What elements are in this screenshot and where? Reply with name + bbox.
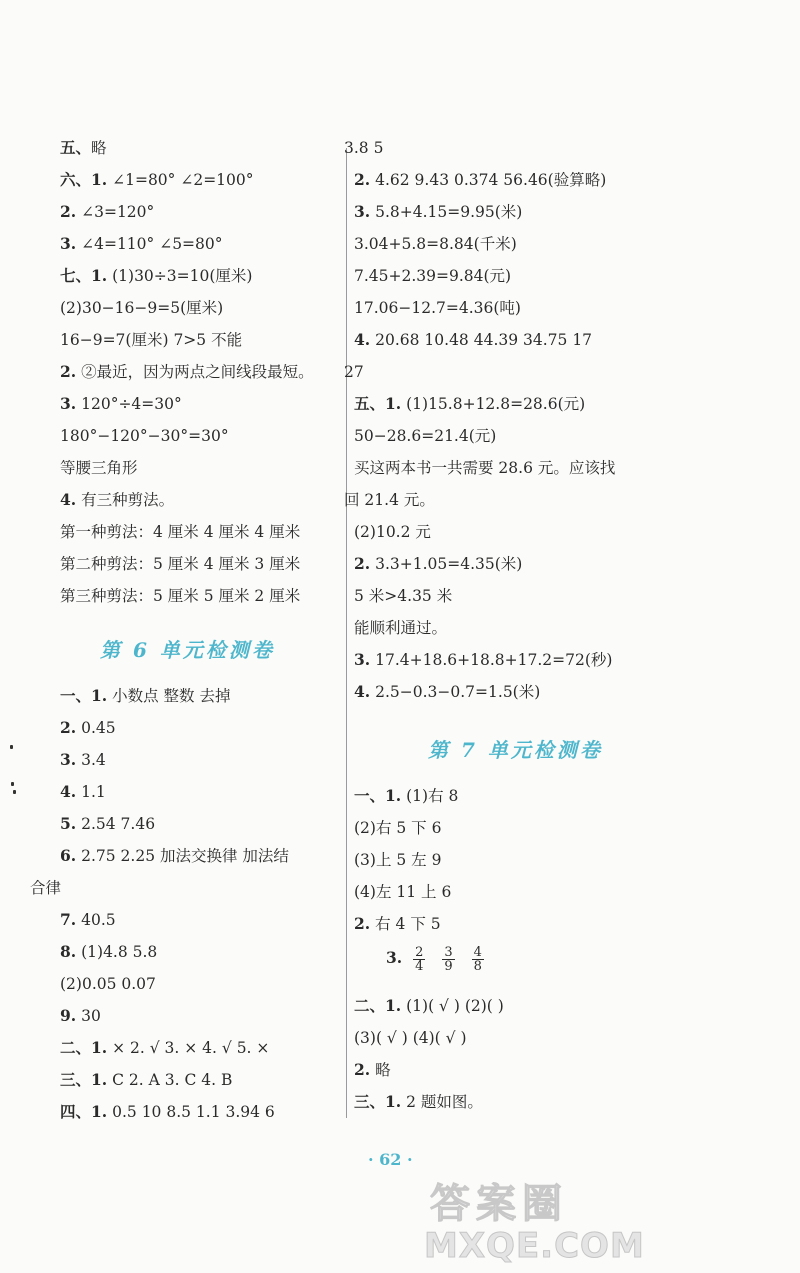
answer-text: C 2. A 3. C 4. B xyxy=(107,1071,233,1089)
item-number: 4. xyxy=(354,330,371,349)
answer-text: 2.5−0.3−0.7=1.5(米) xyxy=(370,683,541,701)
answer-line xyxy=(354,682,540,702)
answer-line xyxy=(60,330,242,350)
answer-text: (1)15.8+12.8=28.6(元) xyxy=(401,395,586,413)
answer-text: 4.62 9.43 0.374 56.46(验算略) xyxy=(370,171,607,189)
watermark-title: 答案圈 xyxy=(430,1181,568,1227)
item-number: 四、1. xyxy=(60,1102,108,1121)
answer-line xyxy=(354,266,511,286)
answer-text: 2 题如图。 xyxy=(401,1093,483,1111)
answer-text: 5 米>4.35 米 xyxy=(354,587,453,605)
answer-line xyxy=(60,1038,269,1058)
answer-line xyxy=(354,330,592,350)
item-number: 2. xyxy=(60,362,77,381)
item-number: 9. xyxy=(60,1006,77,1025)
answer-text: 40.5 xyxy=(76,911,116,929)
answer-text: 略 xyxy=(91,139,107,157)
answer-text: 120°÷4=30° xyxy=(76,395,182,413)
unit-6-heading: 第 6 单元检测卷 xyxy=(100,638,275,662)
fraction-2: $\frac{3}{9}$ xyxy=(444,944,453,974)
answer-line xyxy=(354,786,458,806)
answer-text: ∠4=110° ∠5=80° xyxy=(76,235,223,253)
answer-line xyxy=(354,1092,483,1112)
answer-text: 合律 xyxy=(30,879,62,897)
answer-text: (1)4.8 5.8 xyxy=(76,943,158,961)
item-number: 3. xyxy=(60,750,77,769)
item-number: 2. xyxy=(354,554,371,573)
fraction-1: $\frac{2}{4}$ xyxy=(415,944,424,974)
item-number: 6. xyxy=(60,846,77,865)
item-number: 二、1. xyxy=(60,1038,108,1057)
item-number: 2. xyxy=(354,914,371,933)
answer-line xyxy=(60,362,314,382)
answer-line xyxy=(60,458,138,478)
answer-line xyxy=(354,650,612,670)
unit-7-heading: 第 7 单元检测卷 xyxy=(428,738,603,762)
answer-text: ∠3=120° xyxy=(76,203,155,221)
item-number: 3. xyxy=(354,650,371,669)
watermark xyxy=(420,1168,790,1268)
answer-text: (1)30÷3=10(厘米) xyxy=(107,267,253,285)
answer-line xyxy=(60,910,116,930)
item-number: 3. xyxy=(60,394,77,413)
item-number: 一、1. xyxy=(354,786,402,805)
answer-line xyxy=(60,686,230,706)
answer-text: 3.04+5.8=8.84(千米) xyxy=(354,235,517,253)
answer-line xyxy=(30,878,61,898)
answer-text: 30 xyxy=(76,1007,101,1025)
answer-text: 7.45+2.39=9.84(元) xyxy=(354,267,512,285)
fraction-label: 3. xyxy=(386,948,403,967)
item-number: 三、1. xyxy=(60,1070,108,1089)
answer-line xyxy=(60,1006,101,1026)
answer-line xyxy=(354,554,522,574)
answer-line xyxy=(354,1060,391,1080)
answer-line xyxy=(60,202,154,222)
answer-line xyxy=(354,914,441,934)
answer-text: 17.4+18.6+18.8+17.2=72(秒) xyxy=(370,651,613,669)
answer-text: 16−9=7(厘米) 7>5 不能 xyxy=(60,331,243,349)
answer-text: 买这两本书一共需要 28.6 元。应该找 xyxy=(354,459,616,477)
answer-text: 20.68 10.48 44.39 34.75 17 xyxy=(370,331,593,349)
answer-line xyxy=(60,234,223,254)
answer-text: (3)( √ ) (4)( √ ) xyxy=(354,1029,467,1047)
answer-line xyxy=(60,522,300,542)
answer-text: (1)右 8 xyxy=(401,787,459,805)
answer-line xyxy=(354,850,441,870)
answer-line xyxy=(60,782,106,802)
answer-line xyxy=(60,1070,232,1090)
answer-line xyxy=(354,426,496,446)
answer-text: 2.75 2.25 加法交换律 加法结 xyxy=(76,847,289,865)
item-number: 2. xyxy=(354,170,371,189)
answer-line xyxy=(60,298,223,318)
item-number: 2. xyxy=(60,202,77,221)
item-number: 7. xyxy=(60,910,77,929)
answer-text: × 2. √ 3. × 4. √ 5. × xyxy=(107,1039,270,1057)
item-number: 七、1. xyxy=(60,266,108,285)
answer-text: 第一种剪法：4 厘米 4 厘米 4 厘米 xyxy=(60,523,301,541)
answer-line xyxy=(344,362,364,382)
answer-line xyxy=(60,814,155,834)
answer-line xyxy=(60,170,254,190)
answer-line xyxy=(354,234,517,254)
item-number: 二、1. xyxy=(354,996,402,1015)
answer-text: 3.4 xyxy=(76,751,106,769)
item-number: 一、1. xyxy=(60,686,108,705)
answer-text: 50−28.6=21.4(元) xyxy=(354,427,497,445)
margin-mark xyxy=(11,782,14,786)
answer-text: 5.8+4.15=9.95(米) xyxy=(370,203,523,221)
answer-text: 等腰三角形 xyxy=(60,459,138,477)
answer-line xyxy=(60,718,116,738)
answer-line xyxy=(60,974,156,994)
answer-text: 0.5 10 8.5 1.1 3.94 6 xyxy=(107,1103,275,1121)
watermark-url: MXQE.COM xyxy=(424,1226,645,1266)
item-number: 2. xyxy=(354,1060,371,1079)
answer-text: (3)上 5 左 9 xyxy=(354,851,442,869)
margin-mark xyxy=(10,745,13,749)
item-number: 2. xyxy=(60,718,77,737)
answer-text: 小数点 整数 去掉 xyxy=(107,687,231,705)
answer-line xyxy=(344,490,435,510)
answer-line xyxy=(60,490,174,510)
answer-line xyxy=(354,882,451,902)
answer-line xyxy=(60,138,107,158)
item-number: 六、1. xyxy=(60,170,108,189)
answer-line xyxy=(354,618,447,638)
answer-line xyxy=(354,996,504,1016)
answer-text: 3.8 5 xyxy=(344,139,384,157)
answer-text: 27 xyxy=(344,363,364,381)
answer-text: 17.06−12.7=4.36(吨) xyxy=(354,299,521,317)
answer-line xyxy=(354,202,522,222)
item-number: 五、1. xyxy=(354,394,402,413)
answer-text: 右 4 下 5 xyxy=(370,915,441,933)
item-number: 4. xyxy=(60,490,77,509)
answer-text: (4)左 11 上 6 xyxy=(354,883,452,901)
column-divider xyxy=(346,148,347,1118)
answer-text: ②最近，因为两点之间线段最短。 xyxy=(76,363,314,381)
answer-text: 能顺利通过。 xyxy=(354,619,448,637)
answer-text: 略 xyxy=(370,1061,391,1079)
margin-mark xyxy=(13,790,16,794)
answer-text: 0.45 xyxy=(76,719,116,737)
item-number: 5. xyxy=(60,814,77,833)
answer-line xyxy=(60,554,300,574)
answer-line xyxy=(354,298,521,318)
answer-line xyxy=(354,458,615,478)
answer-line xyxy=(60,426,229,446)
answer-text: 2.54 7.46 xyxy=(76,815,156,833)
answer-text: 有三种剪法。 xyxy=(76,491,175,509)
fraction-line xyxy=(386,942,490,974)
fraction-3: $\frac{4}{8}$ xyxy=(473,944,482,974)
answer-line xyxy=(354,586,452,606)
page-number: · 62 · xyxy=(368,1150,413,1169)
item-number: 3. xyxy=(354,202,371,221)
answer-text: ∠1=80° ∠2=100° xyxy=(107,171,254,189)
answer-line xyxy=(60,846,289,866)
answer-line xyxy=(60,942,157,962)
answer-line xyxy=(60,586,300,606)
answer-line xyxy=(354,818,441,838)
answer-line xyxy=(60,750,106,770)
answer-text: (2)10.2 元 xyxy=(354,523,431,541)
answer-text: 3.3+1.05=4.35(米) xyxy=(370,555,523,573)
item-number: 五、 xyxy=(60,138,92,157)
answer-line xyxy=(60,266,252,286)
answer-text: (2)右 5 下 6 xyxy=(354,819,442,837)
answer-line xyxy=(344,138,383,158)
answer-text: 第二种剪法：5 厘米 4 厘米 3 厘米 xyxy=(60,555,301,573)
answer-text: 回 21.4 元。 xyxy=(344,491,435,509)
item-number: 三、1. xyxy=(354,1092,402,1111)
answer-line xyxy=(354,1028,467,1048)
answer-line xyxy=(60,1102,275,1122)
answer-line xyxy=(354,522,431,542)
item-number: 4. xyxy=(354,682,371,701)
answer-text: (2)30−16−9=5(厘米) xyxy=(60,299,224,317)
answer-line xyxy=(60,394,182,414)
answer-line xyxy=(354,394,585,414)
answer-line xyxy=(354,170,606,190)
answer-text: 第三种剪法：5 厘米 5 厘米 2 厘米 xyxy=(60,587,301,605)
answer-text: (2)0.05 0.07 xyxy=(60,975,156,993)
item-number: 8. xyxy=(60,942,77,961)
answer-text: 1.1 xyxy=(76,783,106,801)
item-number: 4. xyxy=(60,782,77,801)
answer-text: (1)( √ ) (2)( ) xyxy=(401,997,504,1015)
answer-text: 180°−120°−30°=30° xyxy=(60,427,229,445)
item-number: 3. xyxy=(60,234,77,253)
